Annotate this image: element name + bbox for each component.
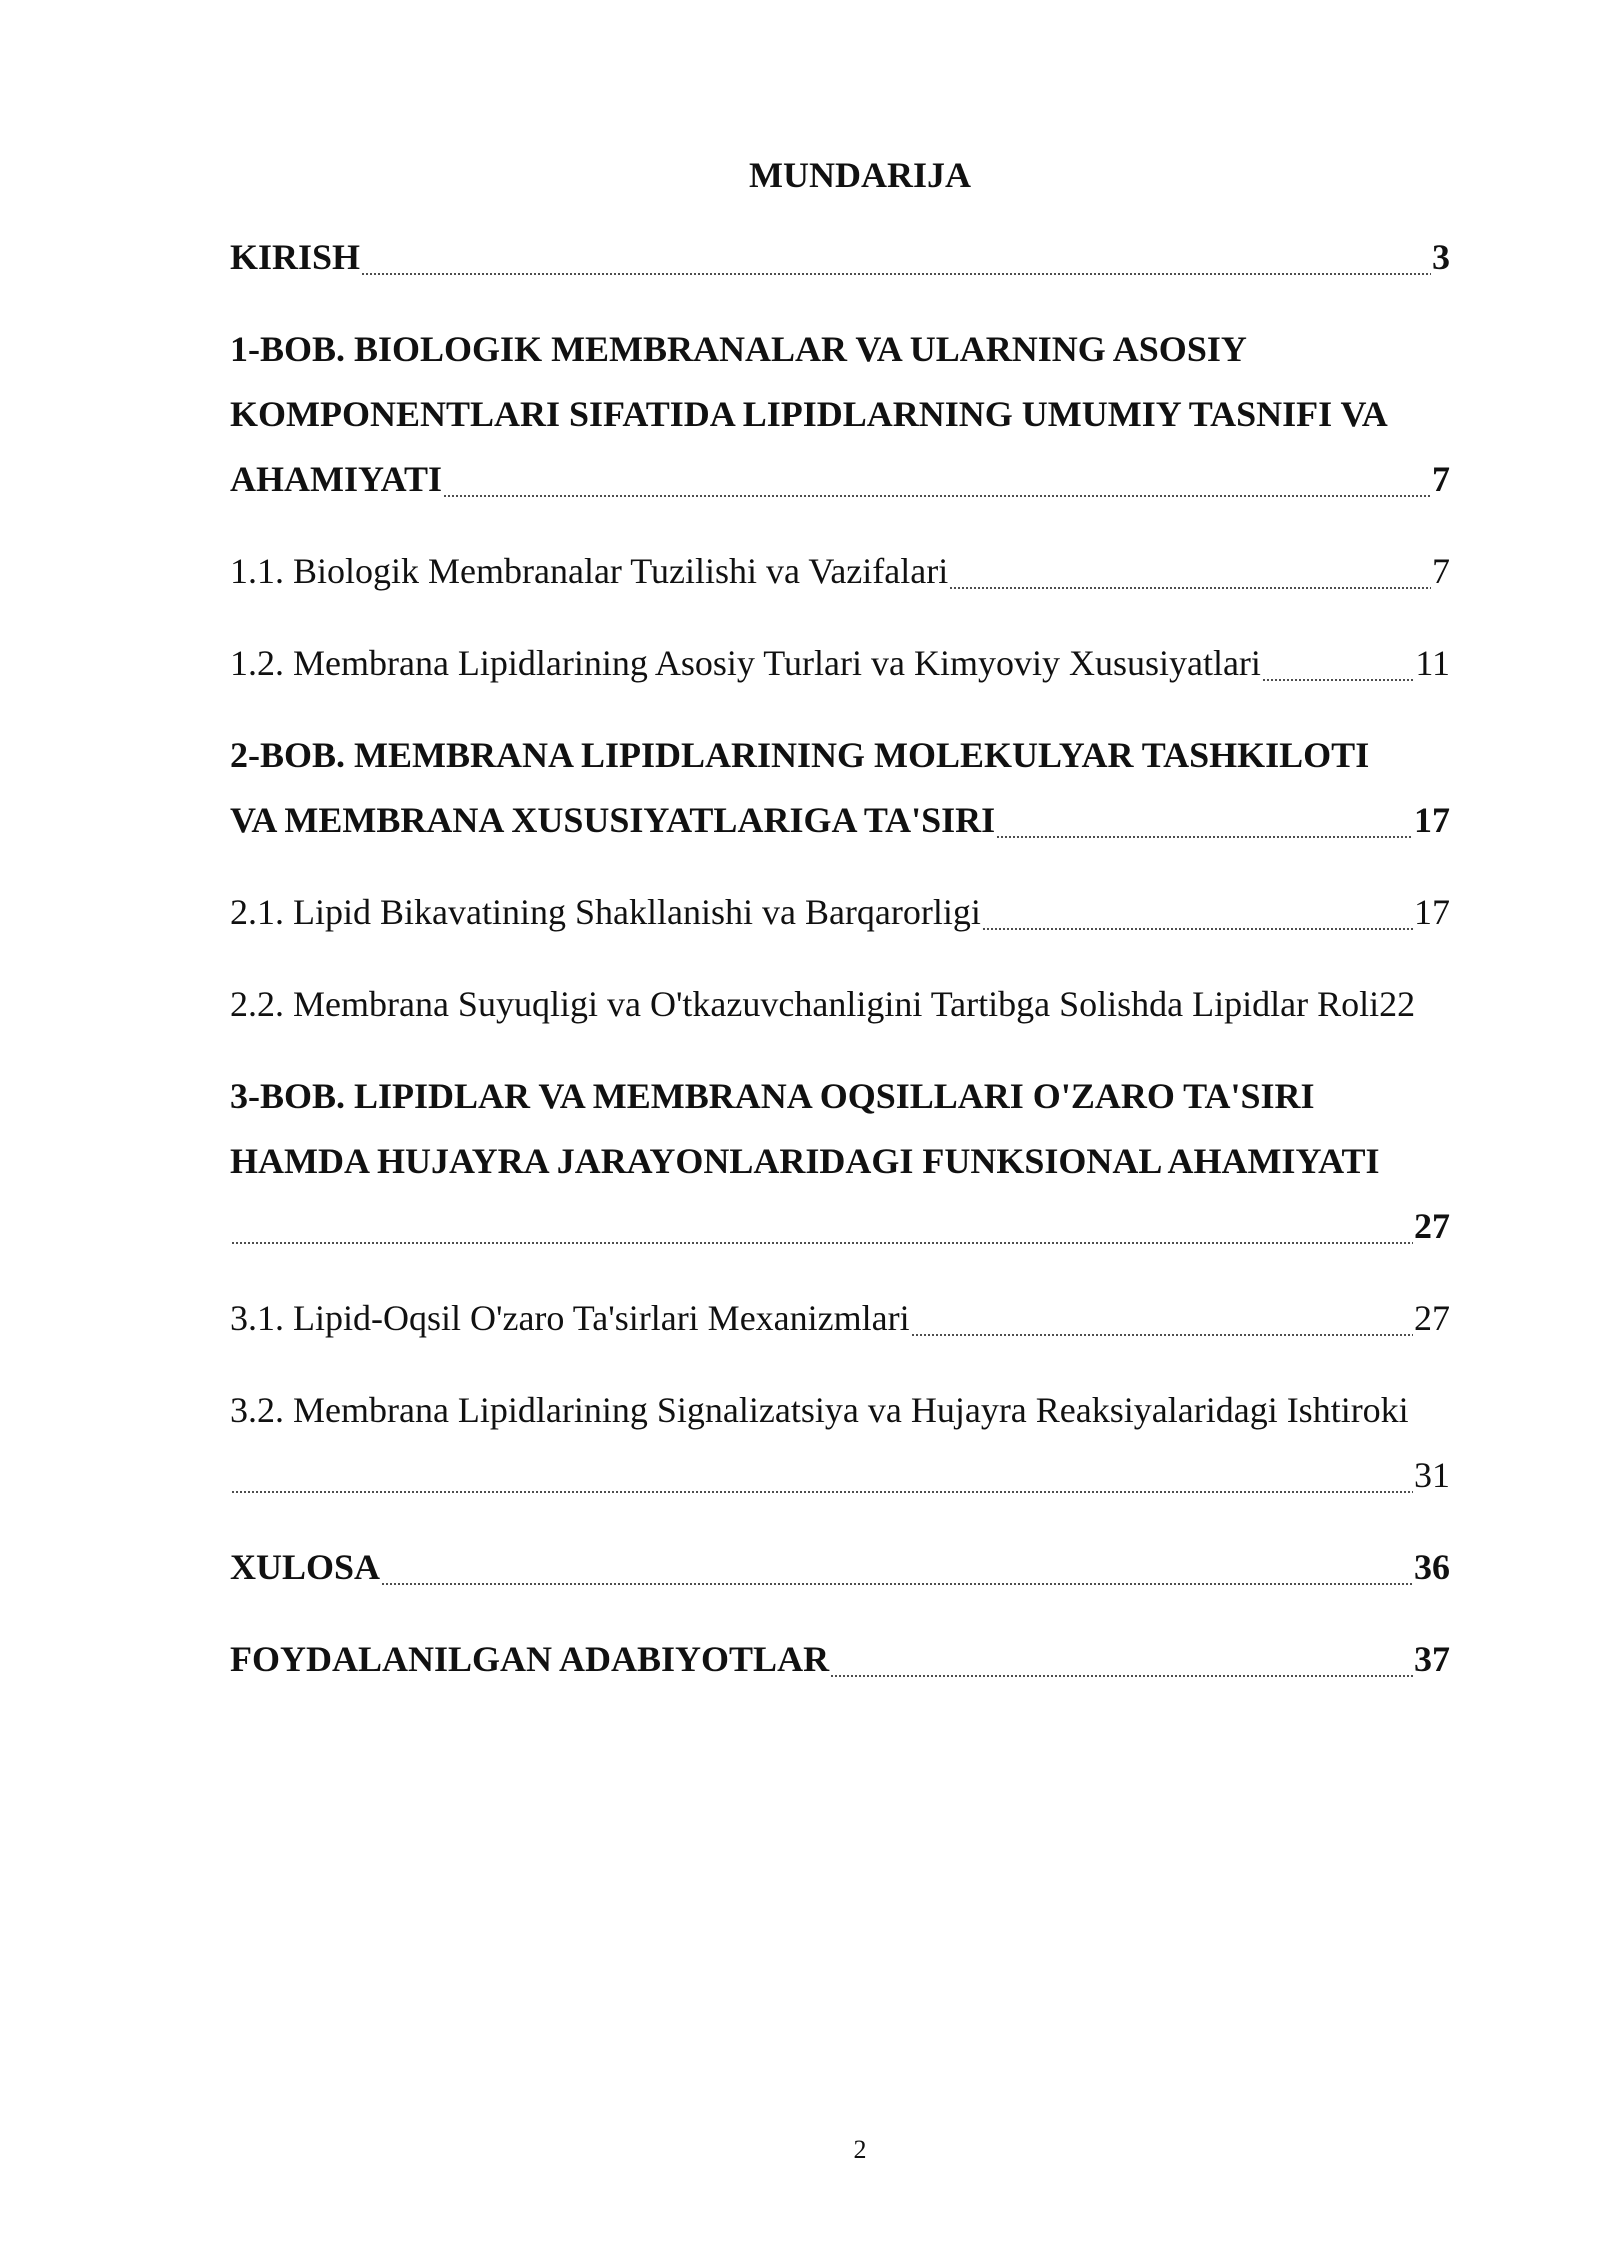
toc-entry-page-number: 27: [1414, 1298, 1450, 1338]
toc-entry-title: 2.1. Lipid Bikavatining Shakllanishi va Barqarorligi: [230, 892, 981, 932]
dot-leader: [381, 1576, 1413, 1586]
dot-leader: [911, 1327, 1413, 1337]
toc-entry-title: KIRISH: [230, 237, 361, 277]
toc-entry: [230, 1627, 1450, 1692]
toc-entry-leader-line: [230, 631, 1450, 696]
toc-entry: [230, 1064, 1450, 1259]
toc-entry-title: 1.2. Membrana Lipidlarining Asosiy Turlari va Kimyoviy Xususiyatlari: [230, 643, 1261, 683]
page-number: 2: [853, 2135, 867, 2164]
toc-entry: [230, 1286, 1450, 1351]
toc-entry-leader-line: [230, 225, 1450, 290]
table-of-contents: [230, 225, 1450, 1719]
toc-entry-title-line: 1-BOB. BIOLOGIK MEMBRANALAR VA ULARNING ASOSIY: [230, 329, 1247, 369]
toc-entry-page-number: 37: [1414, 1639, 1450, 1679]
toc-entry-title-line: KOMPONENTLARI SIFATIDA LIPIDLARNING UMUMIY TASNIFI VA: [230, 394, 1388, 434]
toc-entry: [230, 972, 1450, 1037]
dot-leader: [443, 488, 1431, 498]
toc-entry: [230, 539, 1450, 604]
page-title: MUNDARIJA: [749, 155, 971, 195]
toc-entry-title-line: 2-BOB. MEMBRANA LIPIDLARINING MOLEKULYAR TASHKILOTI: [230, 735, 1370, 775]
toc-entry-title: 1.1. Biologik Membranalar Tuzilishi va Vazifalari: [230, 551, 949, 591]
toc-entry-title: 3.1. Lipid-Oqsil O'zaro Ta'sirlari Mexanizmlari: [230, 1298, 910, 1338]
dot-leader: [996, 829, 1413, 839]
dot-leader: [231, 1484, 1413, 1494]
toc-entry: [230, 1378, 1450, 1508]
toc-entry-page-number: 17: [1414, 800, 1450, 840]
toc-entry-leader-line: [230, 972, 1450, 1037]
toc-entry-leader-line: [230, 1286, 1450, 1351]
toc-entry-leader-line: [230, 1627, 1450, 1692]
toc-entry: [230, 880, 1450, 945]
toc-entry-page-number: 31: [1414, 1455, 1450, 1495]
toc-entry-title: FOYDALANILGAN ADABIYOTLAR: [230, 1639, 830, 1679]
toc-entry-leader-line: [230, 1443, 1450, 1508]
toc-entry-leader-line: [230, 1194, 1450, 1259]
toc-entry-page-number: 22: [1379, 984, 1416, 1024]
dot-leader: [231, 1235, 1413, 1245]
toc-entry-page-number: 11: [1415, 643, 1450, 683]
toc-entry-page-number: 36: [1414, 1547, 1450, 1587]
toc-entry: [230, 1535, 1450, 1600]
toc-entry-title: VA MEMBRANA XUSUSIYATLARIGA TA'SIRI: [230, 800, 996, 840]
toc-entry-page-number: 27: [1414, 1206, 1450, 1246]
toc-entry-title: 2.2. Membrana Suyuqligi va O'tkazuvchanligini Tartibga Solishda Lipidlar Roli: [230, 984, 1380, 1024]
toc-entry-leader-line: [230, 539, 1450, 604]
toc-entry-page-number: 3: [1432, 237, 1450, 277]
toc-entry: [230, 317, 1450, 512]
dot-leader: [361, 266, 1431, 276]
toc-entry-title: AHAMIYATI: [230, 459, 443, 499]
toc-entry-title: XULOSA: [230, 1547, 381, 1587]
toc-entry-leader-line: [230, 1535, 1450, 1600]
dot-leader: [1262, 672, 1414, 682]
dot-leader: [982, 921, 1413, 931]
toc-entry-title-line: 3-BOB. LIPIDLAR VA MEMBRANA OQSILLARI O'ZARO TA'SIRI: [230, 1076, 1315, 1116]
toc-entry-leader-line: [230, 447, 1450, 512]
toc-entry-page-number: 7: [1432, 551, 1450, 591]
toc-entry-title-line: 3.2. Membrana Lipidlarining Signalizatsiya va Hujayra Reaksiyalaridagi Ishtiroki: [230, 1390, 1409, 1430]
toc-entry-title-line: HAMDA HUJAYRA JARAYONLARIDAGI FUNKSIONAL AHAMIYATI: [230, 1141, 1380, 1181]
toc-entry-page-number: 17: [1414, 892, 1450, 932]
toc-entry: [230, 225, 1450, 290]
toc-entry-leader-line: [230, 880, 1450, 945]
dot-leader: [830, 1668, 1413, 1678]
dot-leader: [949, 580, 1431, 590]
toc-entry: [230, 723, 1450, 853]
toc-entry-page-number: 7: [1432, 459, 1450, 499]
toc-entry: [230, 631, 1450, 696]
toc-entry-leader-line: [230, 788, 1450, 853]
